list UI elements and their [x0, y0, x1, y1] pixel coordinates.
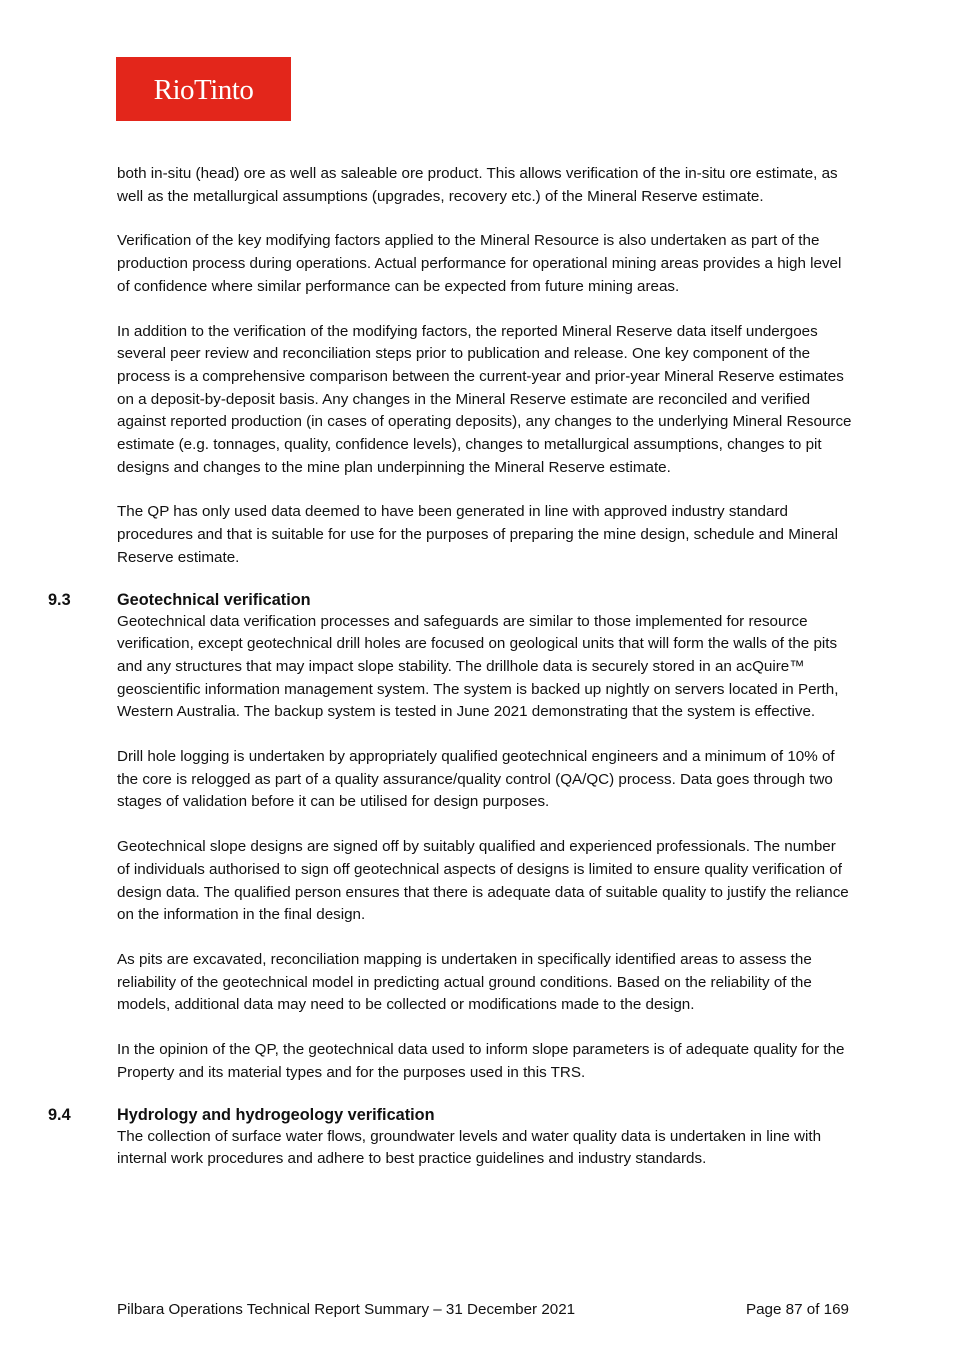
paragraph: Geotechnical slope designs are signed off by suitably qualified and experienced professionals. The number of individuals authorised to sign off geotechnical aspects of designs is limited to ensure quality verification of design data. The qualified person ensures that there is adequate data of suitable quality to justify the reliance on the information in the final design.	[117, 838, 849, 924]
logo-text: RioTinto	[153, 73, 254, 106]
section-title: Hydrology and hydrogeology verification	[117, 1105, 435, 1124]
section-title: Geotechnical verification	[117, 590, 311, 609]
paragraph: In addition to the verification of the modifying factors, the reported Mineral Reserve data itself undergoes several peer review and reconciliation steps prior to publication and release. One key component of the process is a comprehensive comparison between the current-year and prior-year Mineral Reserve estimates on a deposit-by-deposit basis. Any changes in the Mineral Reserve estimate are reconciled and verified against reported production (in cases of operating deposits), any changes to the underlying Mineral Resource estimate (e.g. tonnages, quality, confidence levels), changes to metallurgical assumptions, changes to pit designs and changes to the mine plan underpinning the Mineral Reserve estimate.	[117, 322, 852, 476]
paragraph: As pits are excavated, reconciliation mapping is undertaken in specifically identified areas to assess the reliability of the geotechnical model in predicting actual ground conditions. Based on the reliability of the models, additional data may need to be collected or modifications made to the design.	[117, 950, 812, 1014]
page-footer	[117, 1299, 849, 1321]
section-number: 9.3	[48, 590, 71, 609]
footer-page-number: Page 87 of 169	[745, 1301, 849, 1318]
document-body	[48, 163, 852, 1193]
footer-document-title: Pilbara Operations Technical Report Summary – 31 December 2021	[117, 1301, 576, 1318]
section-heading-9-3	[48, 589, 852, 611]
section-number: 9.4	[48, 1105, 71, 1124]
paragraph: Verification of the key modifying factors applied to the Mineral Resource is also undertaken as part of the production process during operations. Actual performance for operational mining areas provides a high level of confidence where similar performance can be expected from future mining areas.	[117, 232, 842, 295]
paragraph: both in-situ (head) ore as well as saleable ore product. This allows verification of the in-situ ore estimate, as well as the metallurgical assumptions (upgrades, recovery etc.) of the Mineral Reserve estimate.	[117, 165, 838, 205]
paragraph: Geotechnical data verification processes and safeguards are similar to those implemented for resource verification, except geotechnical drill holes are focused on geological units that will form the walls of the pits and any structures that may impact slope stability. The drillhole data is securely stored in an acQuire™ geoscientific information management system. The system is backed up nightly on servers located in Perth, Western Australia. The backup system is tested in June 2021 demonstrating that the system is effective.	[117, 612, 839, 721]
paragraph: In the opinion of the QP, the geotechnical data used to inform slope parameters is of adequate quality for the Property and its material types and for the purposes used in this TRS.	[117, 1041, 845, 1081]
paragraph: The QP has only used data deemed to have been generated in line with approved industry standard procedures and that is suitable for use for the purposes of preparing the mine design, schedule and Mineral Reserve estimate.	[117, 503, 838, 566]
paragraph: Drill hole logging is undertaken by appropriately qualified geotechnical engineers and a minimum of 10% of the core is relogged as part of a quality assurance/quality control (QA/QC) process. Data goes through two stages of validation before it can be utilised for design purposes.	[117, 748, 835, 811]
rio-tinto-logo	[116, 57, 291, 121]
paragraph: The collection of surface water flows, groundwater levels and water quality data is undertaken in line with internal work procedures and adhere to best practice guidelines and industry standards.	[117, 1127, 822, 1168]
section-heading-9-4	[48, 1104, 852, 1126]
